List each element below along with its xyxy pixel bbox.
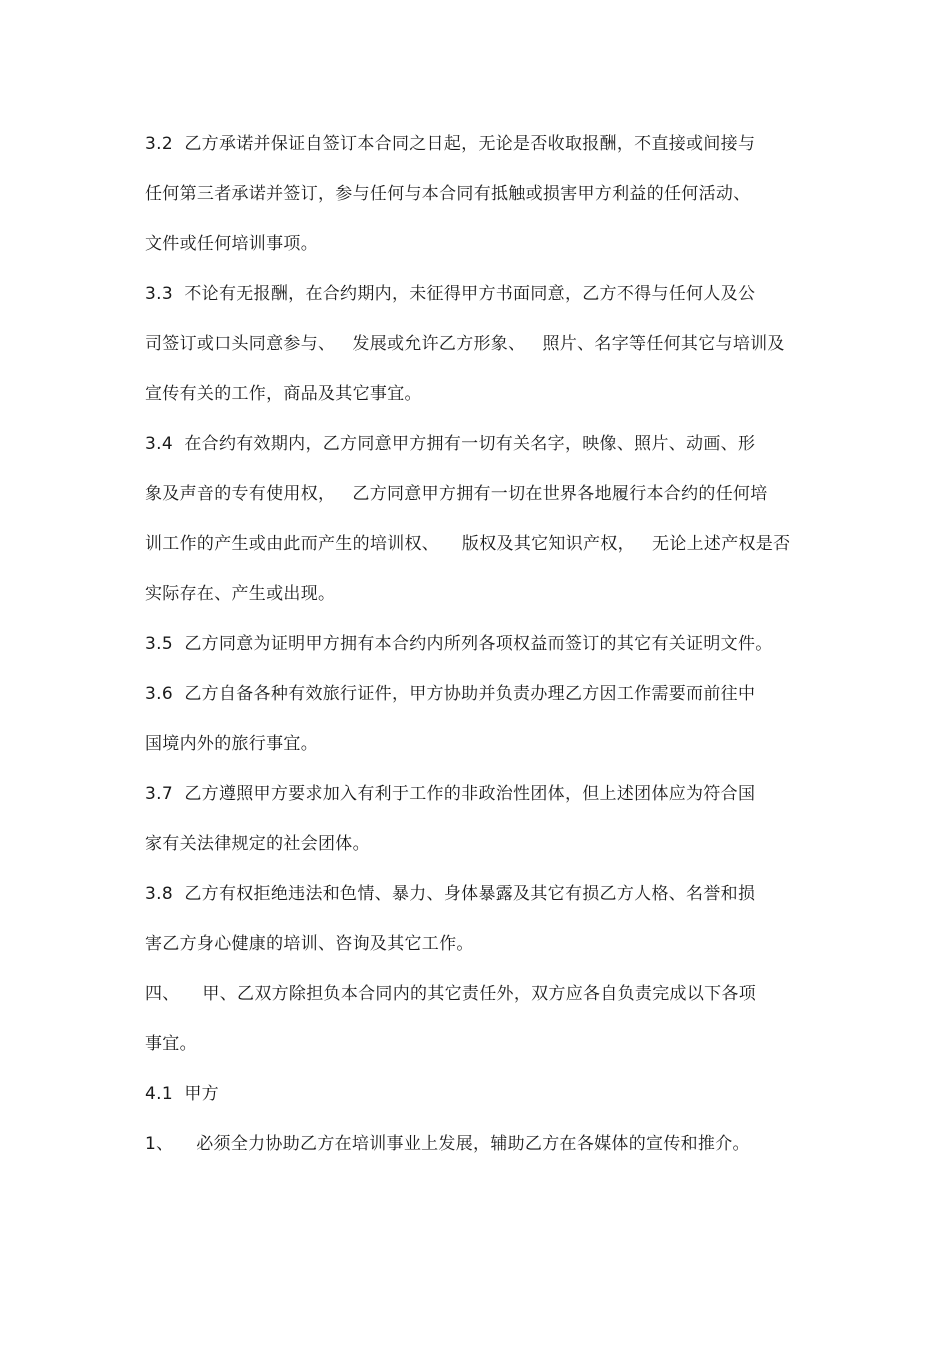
text-line: 3.5 乙方同意为证明甲方拥有本合约内所列各项权益而签订的其它有关证明文件。 xyxy=(145,634,773,654)
text-line: 3.8 乙方有权拒绝违法和色情、暴力、身体暴露及其它有损乙方人格、名誉和损 xyxy=(145,884,756,904)
text-line: 害乙方身心健康的培训、咨询及其它工作。 xyxy=(145,934,474,954)
text-line: 3.3 不论有无报酬，在合约期内，未征得甲方书面同意，乙方不得与任何人及公 xyxy=(145,284,756,304)
text-line: 四、 甲、乙双方除担负本合同内的其它责任外，双方应各自负责完成以下各项 xyxy=(145,984,757,1004)
text-line: 司签订或口头同意参与、 发展或允许乙方形象、 照片、名字等任何其它与培训及 xyxy=(145,334,785,354)
text-line: 1、 必须全力协助乙方在培训事业上发展，辅助乙方在各媒体的宣传和推介。 xyxy=(145,1134,750,1154)
text-line: 事宜。 xyxy=(145,1034,197,1054)
text-line: 实际存在、产生或出现。 xyxy=(145,584,336,604)
text-line: 任何第三者承诺并签订，参与任何与本合同有抵触或损害甲方利益的任何活动、 xyxy=(145,184,751,204)
text-line: 象及声音的专有使用权， 乙方同意甲方拥有一切在世界各地履行本合约的任何培 xyxy=(145,484,768,504)
text-line: 3.7 乙方遵照甲方要求加入有利于工作的非政治性团体，但上述团体应为符合国 xyxy=(145,784,756,804)
text-line: 训工作的产生或由此而产生的培训权、 版权及其它知识产权， 无论上述产权是否 xyxy=(145,534,791,554)
text-line: 文件或任何培训事项。 xyxy=(145,234,318,254)
text-line: 家有关法律规定的社会团体。 xyxy=(145,834,370,854)
text-line: 4.1 甲方 xyxy=(145,1084,219,1104)
text-line: 国境内外的旅行事宜。 xyxy=(145,734,318,754)
text-line: 宣传有关的工作，商品及其它事宜。 xyxy=(145,384,422,404)
text-line: 3.6 乙方自备各种有效旅行证件，甲方协助并负责办理乙方因工作需要而前往中 xyxy=(145,684,756,704)
text-line: 3.2 乙方承诺并保证自签订本合同之日起，无论是否收取报酬，不直接或间接与 xyxy=(145,134,756,154)
text-line: 3.4 在合约有效期内，乙方同意甲方拥有一切有关名字，映像、照片、动画、形 xyxy=(145,434,756,454)
